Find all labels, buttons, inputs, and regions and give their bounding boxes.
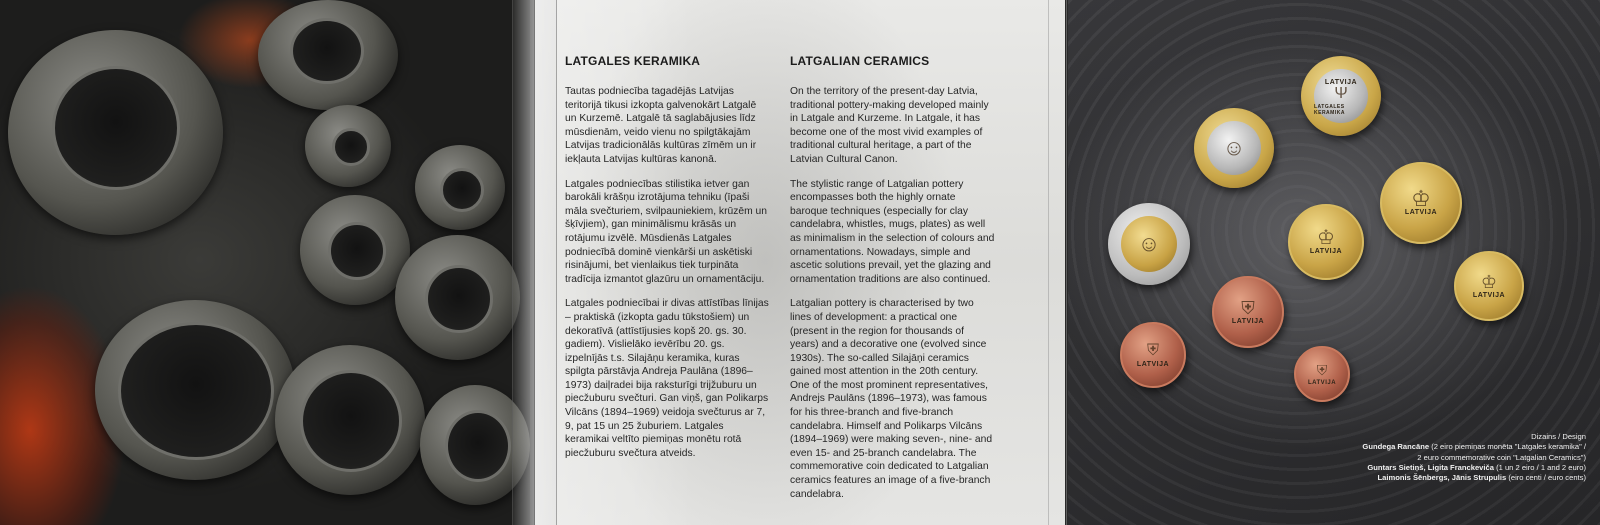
coin-legend: LATVIJA	[1472, 291, 1506, 299]
candelabra-icon: Ψ	[1334, 84, 1348, 102]
designer-role: 2 euro commemorative coin "Latgalian Ceramics")	[1417, 452, 1586, 462]
coin-5-cent	[1212, 276, 1284, 348]
crease-line	[1048, 0, 1049, 525]
coin-2-cent	[1120, 322, 1186, 388]
bowl-bottom-center-opening	[300, 370, 402, 472]
text-panel	[535, 0, 1065, 525]
coin-2-euro	[1194, 108, 1274, 188]
designer-name: Guntars Sietiņš, Ligita Franckeviča	[1367, 462, 1494, 472]
coin-center	[1207, 121, 1261, 175]
latvian-column	[565, 54, 770, 471]
latvian-paragraph: Tautas podniecība tagadējās Latvijas teritorijā tikusi izkopta galvenokārt Latgalē un Kurzemē. Latgalē tā saglabājusies līdz mūsdienām, veido vienu no spilgtākajām Latvijas tradicionālās kultūras zīmēm un ir iekļauta Latvijas kultūras kanonā.	[565, 86, 757, 165]
coin-2-euro-commemorative	[1301, 56, 1381, 136]
coin-1-euro	[1108, 203, 1190, 285]
small-pot-2-opening	[440, 168, 484, 212]
coin-legend: LATVIJA	[1324, 78, 1358, 86]
credits-line	[1256, 442, 1586, 452]
design-credits	[1256, 432, 1586, 483]
english-column	[790, 54, 995, 512]
fold-line	[534, 0, 535, 525]
coin-legend-2: LATGALES KERAMIKA	[1314, 103, 1345, 116]
large-pot-opening	[52, 66, 180, 190]
coat-of-arms-icon: ⛨	[1146, 341, 1159, 359]
crease-line	[1066, 0, 1067, 525]
pottery-photo	[0, 0, 530, 525]
english-paragraph: The stylistic range of Latgalian pottery encompasses both the highly ornate baroque techniques (especially for clay candelabra, whistles, mugs, plates) as well as minimalism in the selection of colours and ornamentations. Nowadays, simple and ascetic solutions prevail, yet the glazing and ornamentation traditions are also continued.	[790, 178, 995, 285]
credits-heading: Dizains / Design	[1531, 432, 1586, 441]
jug-middle-opening	[328, 222, 386, 280]
pot-right-middle-opening	[425, 265, 493, 333]
credits-line	[1256, 463, 1586, 473]
designer-role: (2 eiro piemiņas monēta "Latgales keramika" /	[1429, 442, 1586, 452]
english-paragraph: On the territory of the present-day Latvia, traditional pottery-making developed mainly in Latgale and Kurzeme. In Latgale, it has become one of the most vivid examples of traditional cultural heritage, a part of the Latvian Cultural Canon.	[790, 86, 989, 165]
pot-top-right-opening	[290, 18, 364, 84]
coin-legend: LATVIJA	[1136, 360, 1170, 368]
maiden-portrait-icon: ☺	[1222, 135, 1246, 160]
coin-50-cent	[1380, 162, 1462, 244]
maiden-portrait-icon: ☺	[1137, 231, 1161, 256]
coin-10-cent	[1454, 251, 1524, 321]
coin-legend: LATVIJA	[1307, 380, 1337, 386]
coin-1-cent	[1294, 346, 1350, 402]
coat-of-arms-icon: ♔	[1480, 271, 1498, 292]
designer-name: Gundega Rancāne	[1362, 442, 1430, 452]
english-title: LATGALIAN CERAMICS	[790, 54, 930, 68]
coin-20-cent	[1288, 204, 1364, 280]
coat-of-arms-icon: ♔	[1317, 226, 1335, 249]
coin-legend: LATVIJA	[1231, 317, 1265, 325]
coat-of-arms-icon: ♔	[1411, 185, 1431, 211]
designer-name: Laimonis Šēnbergs, Jānis Strupulis	[1377, 473, 1507, 483]
bowl-bottom-right-opening	[445, 410, 511, 482]
latvian-title: LATGALES KERAMIKA	[565, 54, 701, 68]
fold-line	[512, 0, 513, 525]
coin-center	[1121, 216, 1177, 272]
latvian-paragraph: Latgales podniecībai ir divas attīstības līnijas – praktiskā (izkopta gadu tūkstošiem) un dekoratīvā (attīstījusies kopš 20. gs. 30. gadiem). Vislielāko ievērību 20. gs. izpelnījās t.s. Silajāņu keramika, kuras spilgta pārstāvja Andreja Paulāna (1896–1973) daiļradei bija raksturīgi trijžuburu un piecžuburu svečturi. Gan viņš, gan Polikarps Vilcāns (1894–1969) veidoja svečturus ar 7, 9, pat 15 un 25 žuburiem. Latgales keramikai veltīto piemiņas monētu rotā piecžuburu svečtura atveids.	[565, 298, 769, 459]
designer-role: (1 un 2 eiro / 1 and 2 euro)	[1493, 462, 1586, 472]
fold-line	[556, 0, 557, 525]
coin-center	[1314, 69, 1368, 123]
latvian-paragraph: Latgales podniecības stilistika ietver gan barokāli krāšņu izrotājuma tehniku (īpaši māla svečturiem, svilpauniekiem, krūzēm un šķīvjiem), gan minimālismu krāsās un rotājumu izvēlē. Mūsdienās Latgales podniecībā dominē vienkārši un askētiski risinājumi, bet vienlaikus tiek turpināta tradīcija izmantot glazūru un ornamentāciju.	[565, 178, 768, 285]
coin-panel	[1068, 0, 1600, 525]
designer-role: (eiro centi / euro cents)	[1506, 473, 1586, 483]
credits-line	[1256, 453, 1586, 463]
small-pot-1-opening	[332, 128, 370, 166]
coin-legend: LATVIJA	[1404, 208, 1438, 216]
coat-of-arms-icon: ⛨	[1241, 297, 1255, 318]
coin-legend: LATVIJA	[1309, 247, 1343, 255]
coat-of-arms-icon: ⛨	[1316, 362, 1328, 378]
bowl-bottom-left-opening	[118, 322, 274, 460]
credits-line	[1256, 473, 1586, 483]
english-paragraph: Latgalian pottery is characterised by two lines of development: a practical one (present in the region for thousands of years) and a decorative one (evolved since 1930s). The so-called Silajāņi ceramics gained most attention in the 20th century. One of the most prominent representatives, Andrejs Paulāns (1896–1973), was famous for his three-branch and five-branch candelabra. Himself and Polikarps Vilcāns (1894–1969) were making seven-, nine- and even 15- and 25-branch candelabra. The commemorative coin dedicated to Latgalian ceramics features an image of a five-branch candelabra.	[790, 298, 993, 500]
